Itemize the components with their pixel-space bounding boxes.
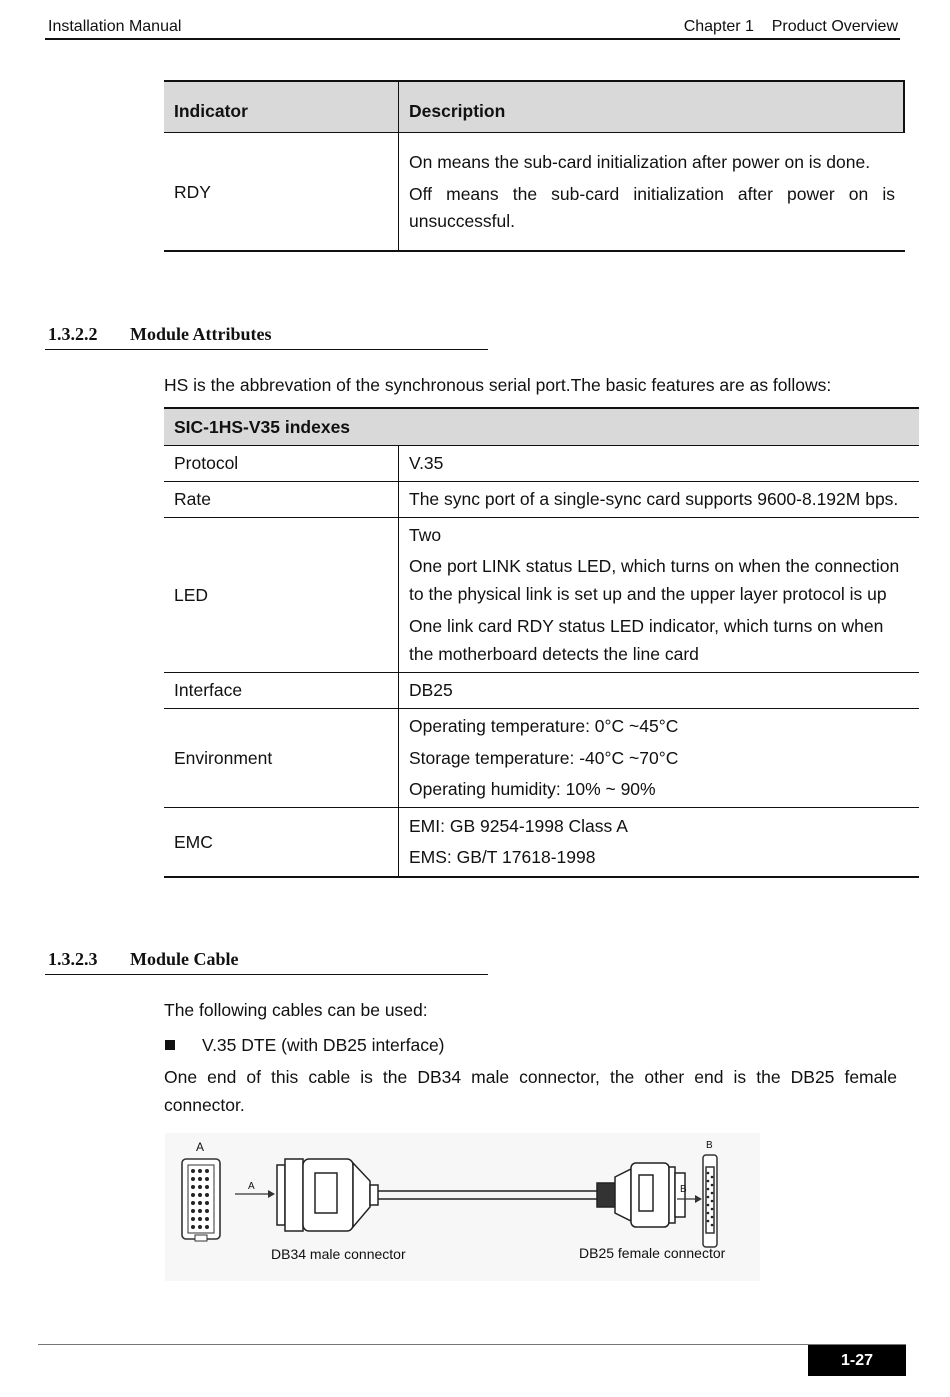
- row-label: Interface: [174, 680, 243, 700]
- cable-bullet: V.35 DTE (with DB25 interface): [202, 1035, 445, 1055]
- row-value: EMI: GB 9254-1998 Class A: [409, 816, 628, 836]
- row-rule: [164, 807, 919, 808]
- row-rule: [164, 445, 919, 446]
- description-line: On means the sub-card initialization after power on is done.: [409, 152, 871, 172]
- table-column-divider: [398, 81, 399, 251]
- table-column-divider: [398, 445, 399, 877]
- row-value: EMS: GB/T 17618-1998: [409, 847, 596, 867]
- attributes-intro: HS is the abbrevation of the synchronous serial port.The basic features are as follows:: [164, 375, 832, 395]
- section-number: 1.3.2.2: [48, 324, 98, 344]
- footer-rule: [38, 1344, 906, 1345]
- row-rule: [164, 672, 919, 673]
- cable-description: One end of this cable is the DB34 male connector, the other end is the DB25 female: [164, 1067, 897, 1087]
- caption-db25: DB25 female connector: [579, 1245, 726, 1261]
- row-value: One link card RDY status LED indicator, which turns on when: [409, 616, 884, 636]
- row-value: Operating humidity: 10% ~ 90%: [409, 779, 656, 799]
- row-rule: [164, 517, 919, 518]
- arrow-a-icon: [235, 1190, 275, 1198]
- row-value: The sync port of a single-sync card supports 9600-8.192M bps.: [409, 489, 899, 509]
- section-title: Module Attributes: [130, 324, 272, 344]
- table-header-background: [164, 81, 905, 132]
- running-header-right: Chapter 1 Product Overview: [683, 18, 898, 35]
- row-value: One port LINK status LED, which turns on when the connection: [409, 556, 900, 576]
- db25-face-icon: [703, 1155, 717, 1247]
- table-bottom-rule: [164, 876, 919, 878]
- row-value: Storage temperature: -40°C ~70°C: [409, 748, 679, 768]
- description-line: unsuccessful.: [409, 211, 516, 231]
- row-value: Operating temperature: 0°C ~45°C: [409, 716, 679, 736]
- cable-description: connector.: [164, 1095, 245, 1115]
- column-header-indicator: Indicator: [174, 101, 248, 121]
- row-label: LED: [174, 585, 209, 605]
- row-value: Two: [409, 525, 442, 545]
- row-value: DB25: [409, 680, 453, 700]
- arrow-label-a: A: [248, 1181, 255, 1192]
- section-title: Module Cable: [130, 949, 239, 969]
- row-label: Protocol: [174, 453, 239, 473]
- cable-figure: [165, 1133, 760, 1281]
- table-top-rule: [164, 80, 905, 82]
- cable-line-icon: [378, 1191, 597, 1199]
- row-value: to the physical link is set up and the upper layer protocol is up: [409, 584, 887, 604]
- table-top-rule: [164, 407, 919, 409]
- table-title: SIC-1HS-V35 indexes: [174, 417, 351, 437]
- row-label: EMC: [174, 832, 213, 852]
- table-right-edge: [903, 81, 905, 132]
- section-rule: [45, 974, 488, 975]
- db34-face-icon: [182, 1159, 220, 1241]
- table-bottom-rule: [164, 250, 905, 252]
- row-rule: [164, 708, 919, 709]
- description-line: Off means the sub-card initialization after power on is: [409, 184, 895, 204]
- row-rule: [164, 481, 919, 482]
- figure-label-b: B: [706, 1140, 713, 1151]
- section-number: 1.3.2.3: [48, 949, 98, 969]
- indicator-name: RDY: [174, 182, 211, 202]
- row-value: V.35: [409, 453, 444, 473]
- figure-label-a: A: [196, 1140, 205, 1154]
- header-rule: [45, 38, 900, 40]
- cable-intro: The following cables can be used:: [164, 1000, 428, 1020]
- row-label: Environment: [174, 748, 273, 768]
- db25-connector-icon: [597, 1163, 685, 1227]
- arrow-label-b: B: [680, 1184, 687, 1195]
- db34-connector-icon: [277, 1159, 378, 1231]
- page-number: 1-27: [808, 1345, 906, 1376]
- row-value: the motherboard detects the line card: [409, 644, 699, 664]
- caption-db34: DB34 male connector: [271, 1246, 406, 1262]
- table-header-rule: [164, 132, 905, 133]
- section-rule: [45, 349, 488, 350]
- column-header-description: Description: [409, 101, 506, 121]
- bullet-square-icon: [165, 1040, 175, 1050]
- running-header-left: Installation Manual: [48, 18, 182, 35]
- row-label: Rate: [174, 489, 211, 509]
